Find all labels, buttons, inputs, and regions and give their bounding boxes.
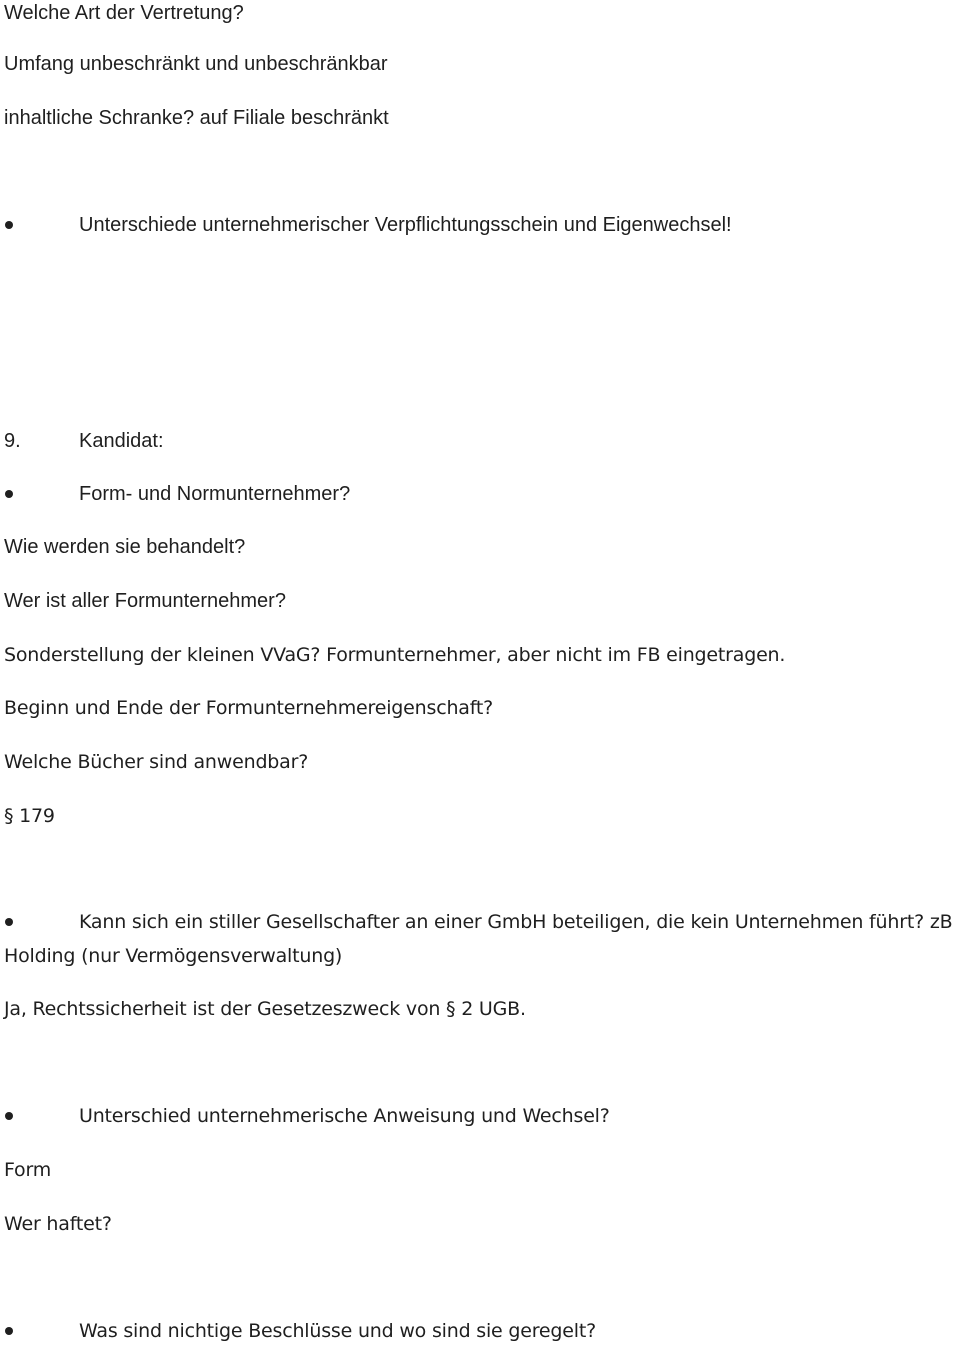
bullet-icon <box>5 490 13 498</box>
answer-scope: Umfang unbeschränkt und unbeschränkbar <box>4 53 388 75</box>
question-liability: Wer haftet? <box>4 1213 112 1235</box>
bullet-item-form-norm: Form- und Normunternehmer? <box>79 483 351 505</box>
numbered-item-label: 9. <box>4 430 21 452</box>
numbered-item-candidate: Kandidat: <box>79 430 164 452</box>
answer-restriction: inhaltliche Schranke? auf Filiale beschränkt <box>4 107 389 129</box>
question-treatment: Wie werden sie behandelt? <box>4 536 246 558</box>
question-vvag: Sonderstellung der kleinen VVaG? Formunternehmer, aber nicht im FB eingetragen. <box>4 644 786 666</box>
paragraph-reference: § 179 <box>4 805 55 827</box>
bullet-item-silent-partner: Kann sich ein stiller Gesellschafter an einer GmbH beteiligen, die kein Unternehmen führt? zB <box>79 911 953 933</box>
question-who-form: Wer ist aller Formunternehmer? <box>4 590 286 612</box>
holding-continuation: Holding (nur Vermögensverwaltung) <box>4 945 343 967</box>
bullet-icon <box>5 1112 13 1120</box>
bullet-icon <box>5 221 13 229</box>
question-representation-type: Welche Art der Vertretung? <box>4 2 244 24</box>
question-begin-end: Beginn und Ende der Formunternehmereigenschaft? <box>4 697 494 719</box>
answer-form: Form <box>4 1159 52 1181</box>
bullet-item-instruction: Unterschied unternehmerische Anweisung und Wechsel? <box>79 1105 610 1127</box>
bullet-item-void-resolutions: Was sind nichtige Beschlüsse und wo sind sie geregelt? <box>79 1320 596 1342</box>
bullet-icon <box>5 918 13 926</box>
bullet-item-differences: Unterschiede unternehmerischer Verpflichtungsschein und Eigenwechsel! <box>79 214 732 236</box>
question-books: Welche Bücher sind anwendbar? <box>4 751 309 773</box>
answer-legal-certainty: Ja, Rechtssicherheit ist der Gesetzeszweck von § 2 UGB. <box>4 998 526 1020</box>
bullet-icon <box>5 1327 13 1335</box>
